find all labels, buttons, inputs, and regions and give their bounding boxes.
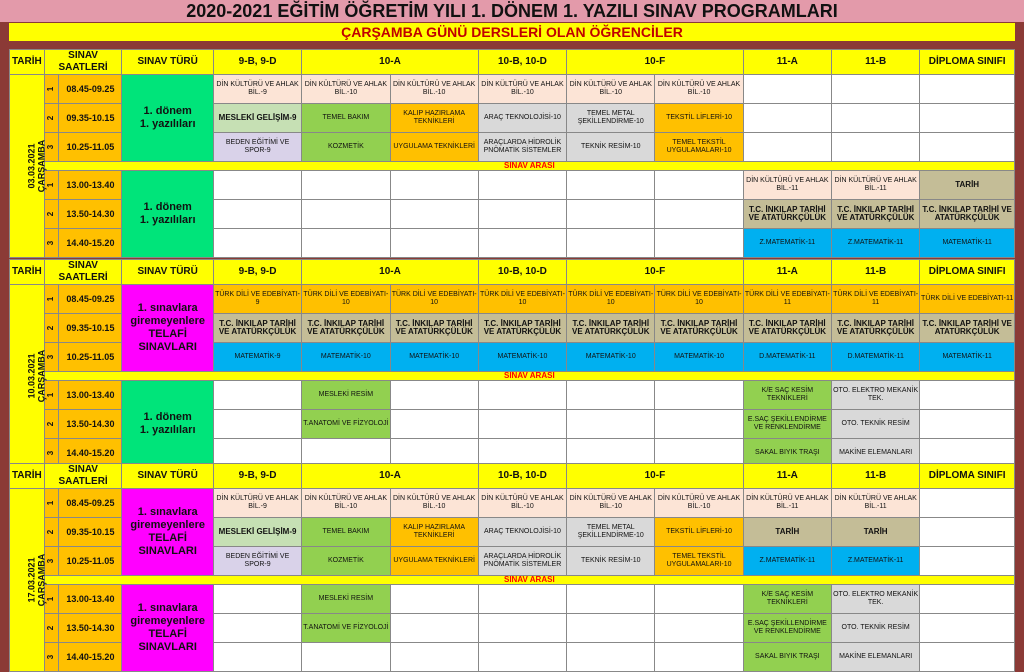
exam-cell: T.ANATOMİ VE FİZYOLOJİ (302, 410, 390, 439)
exam-cell: TARİH (743, 518, 831, 547)
column-header: 9-B, 9-D (213, 260, 301, 285)
column-header: 10-F (567, 260, 744, 285)
exam-cell (743, 104, 831, 133)
exam-cell (213, 381, 301, 410)
exam-cell: DİN KÜLTÜRÜ VE AHLAK BİL.-10 (390, 75, 478, 104)
period-number: 2 (44, 518, 59, 547)
column-header: SINAV SAATLERİ (44, 50, 122, 75)
exam-cell: MATEMATİK-11 (920, 343, 1015, 372)
exam-cell (390, 171, 478, 200)
time-slot: 13.00-13.40 (59, 381, 122, 410)
exam-cell: DİN KÜLTÜRÜ VE AHLAK BİL.-11 (832, 171, 920, 200)
time-slot: 13.50-14.30 (59, 200, 122, 229)
exam-cell (920, 410, 1015, 439)
exam-cell (390, 229, 478, 258)
period-number: 2 (44, 410, 59, 439)
exam-cell: DİN KÜLTÜRÜ VE AHLAK BİL.-10 (302, 75, 390, 104)
time-slot: 09.35-10.15 (59, 518, 122, 547)
period-number: 1 (44, 381, 59, 410)
exam-cell: Z.MATEMATİK-11 (743, 229, 831, 258)
exam-cell: DİN KÜLTÜRÜ VE AHLAK BİL.-11 (832, 489, 920, 518)
exam-cell (655, 614, 743, 643)
exam-cell (390, 614, 478, 643)
exam-cell (478, 585, 566, 614)
exam-cell (832, 133, 920, 162)
day-value: ÇARŞAMBA (36, 553, 47, 606)
time-slot: 10.25-11.05 (59, 547, 122, 576)
time-slot: 13.50-14.30 (59, 614, 122, 643)
exam-cell: TÜRK DİLİ VE EDEBİYATI-11 (832, 285, 920, 314)
period-number: 1 (44, 585, 59, 614)
time-slot: 14.40-15.20 (59, 229, 122, 258)
exam-cell: ARAÇLARDA HİDROLİK PNÖMATİK SİSTEMLER (478, 547, 566, 576)
exam-type: 1. dönem 1. yazılıları (122, 171, 213, 258)
exam-cell (920, 614, 1015, 643)
date-value: 03.03.2021 (26, 142, 37, 189)
exam-type: 1. sınavlara giremeyenlere TELAFİ SINAVLARI (122, 489, 213, 576)
exam-cell: TEMEL BAKIM (302, 518, 390, 547)
exam-cell: KOZMETİK (302, 547, 390, 576)
exam-cell: Z.MATEMATİK-11 (743, 547, 831, 576)
period-number: 1 (44, 75, 59, 104)
exam-cell: TÜRK DİLİ VE EDEBİYATI-11 (743, 285, 831, 314)
page-subtitle: ÇARŞAMBA GÜNÜ DERSLERİ OLAN ÖĞRENCİLER (9, 23, 1015, 41)
time-slot: 09.35-10.15 (59, 314, 122, 343)
exam-cell: T.C. İNKILAP TARİHİ VE ATATÜRKÇÜLÜK (302, 314, 390, 343)
exam-cell: MATEMATİK-10 (567, 343, 655, 372)
exam-cell: MESLEKİ GELİŞİM-9 (213, 104, 301, 133)
period-number: 3 (44, 229, 59, 258)
exam-cell: K/E SAÇ KESİM TEKNİKLERİ (743, 585, 831, 614)
column-header: 9-B, 9-D (213, 464, 301, 489)
column-header: 10-F (567, 50, 744, 75)
exam-cell (213, 614, 301, 643)
exam-cell (567, 200, 655, 229)
column-header: SINAV SAATLERİ (44, 260, 122, 285)
exam-cell (302, 643, 390, 672)
date-cell (10, 489, 45, 672)
exam-cell (920, 133, 1015, 162)
exam-cell: MESLEKİ RESİM (302, 585, 390, 614)
exam-cell (478, 171, 566, 200)
header-row (10, 50, 1015, 75)
column-header: 11-B (832, 464, 920, 489)
break-label: SINAV ARASI (44, 162, 1014, 171)
exam-cell (920, 104, 1015, 133)
exam-cell: T.C. İNKILAP TARİHİ VE ATATÜRKÇÜLÜK (920, 200, 1015, 229)
exam-cell: T.C. İNKILAP TARİHİ VE ATATÜRKÇÜLÜK (832, 314, 920, 343)
table-row (10, 585, 1015, 614)
period-number: 1 (44, 285, 59, 314)
exam-cell: BEDEN EĞİTİMİ VE SPOR-9 (213, 133, 301, 162)
break-row (10, 576, 1015, 585)
exam-cell: MATEMATİK-9 (213, 343, 301, 372)
break-label: SINAV ARASI (44, 372, 1014, 381)
period-number: 2 (44, 314, 59, 343)
exam-cell: MESLEKİ GELİŞİM-9 (213, 518, 301, 547)
column-header: DİPLOMA SINIFI (920, 464, 1015, 489)
exam-cell: ARAÇLARDA HİDROLİK PNÖMATİK SİSTEMLER (478, 133, 566, 162)
column-header: 11-A (743, 464, 831, 489)
column-header: SINAV TÜRÜ (122, 260, 213, 285)
exam-cell (743, 133, 831, 162)
day-value: ÇARŞAMBA (36, 139, 47, 192)
column-header: 10-A (302, 260, 479, 285)
exam-cell: T.C. İNKILAP TARİHİ VE ATATÜRKÇÜLÜK (743, 200, 831, 229)
exam-cell (567, 381, 655, 410)
exam-cell (655, 643, 743, 672)
time-slot: 10.25-11.05 (59, 133, 122, 162)
column-header: TARİH (10, 260, 45, 285)
date-value: 10.03.2021 (26, 352, 37, 399)
exam-cell: T.C. İNKILAP TARİHİ VE ATATÜRKÇÜLÜK (213, 314, 301, 343)
break-row (10, 162, 1015, 171)
time-slot: 08.45-09.25 (59, 75, 122, 104)
exam-cell: MATEMATİK-10 (390, 343, 478, 372)
exam-cell: TÜRK DİLİ VE EDEBİYATI-9 (213, 285, 301, 314)
exam-cell: MESLEKİ RESİM (302, 381, 390, 410)
exam-cell (655, 585, 743, 614)
exam-cell: D.MATEMATİK-11 (832, 343, 920, 372)
exam-cell (213, 171, 301, 200)
break-label: SINAV ARASI (44, 576, 1014, 585)
exam-cell: TÜRK DİLİ VE EDEBİYATI-10 (478, 285, 566, 314)
exam-cell: MATEMATİK-10 (655, 343, 743, 372)
exam-cell (832, 75, 920, 104)
exam-cell (213, 229, 301, 258)
time-slot: 14.40-15.20 (59, 643, 122, 672)
exam-cell: DİN KÜLTÜRÜ VE AHLAK BİL.-10 (478, 75, 566, 104)
period-number: 2 (44, 104, 59, 133)
time-slot: 14.40-15.20 (59, 439, 122, 468)
exam-cell: UYGULAMA TEKNİKLERİ (390, 547, 478, 576)
exam-cell (567, 585, 655, 614)
header-row (10, 464, 1015, 489)
schedule-block-2 (9, 259, 1015, 458)
date-value: 17.03.2021 (26, 556, 37, 603)
exam-cell (920, 381, 1015, 410)
table-row (10, 171, 1015, 200)
exam-cell: DİN KÜLTÜRÜ VE AHLAK BİL.-9 (213, 489, 301, 518)
exam-cell: T.ANATOMİ VE FİZYOLOJİ (302, 614, 390, 643)
date-label (26, 349, 46, 402)
exam-cell: TEKNİK RESİM-10 (567, 133, 655, 162)
exam-cell (567, 410, 655, 439)
date-label (26, 553, 46, 606)
period-number: 3 (44, 643, 59, 672)
exam-cell (567, 643, 655, 672)
exam-cell (567, 229, 655, 258)
column-header: 10-F (567, 464, 744, 489)
exam-cell (302, 229, 390, 258)
period-number: 3 (44, 343, 59, 372)
exam-cell (478, 614, 566, 643)
exam-cell: DİN KÜLTÜRÜ VE AHLAK BİL.-10 (390, 489, 478, 518)
exam-cell: Z.MATEMATİK-11 (832, 547, 920, 576)
exam-cell (213, 643, 301, 672)
exam-cell (832, 104, 920, 133)
exam-cell (478, 381, 566, 410)
break-row (10, 372, 1015, 381)
exam-cell: TARİH (920, 171, 1015, 200)
period-number: 3 (44, 547, 59, 576)
exam-cell (213, 585, 301, 614)
exam-cell: DİN KÜLTÜRÜ VE AHLAK BİL.-10 (478, 489, 566, 518)
exam-cell: TÜRK DİLİ VE EDEBİYATI-10 (390, 285, 478, 314)
exam-cell: DİN KÜLTÜRÜ VE AHLAK BİL.-9 (213, 75, 301, 104)
exam-cell (390, 585, 478, 614)
exam-cell: E.SAÇ ŞEKİLLENDİRME VE RENKLENDİRME (743, 410, 831, 439)
exam-cell: T.C. İNKILAP TARİHİ VE ATATÜRKÇÜLÜK (390, 314, 478, 343)
day-value: ÇARŞAMBA (36, 349, 47, 402)
exam-cell (920, 75, 1015, 104)
exam-cell: Z.MATEMATİK-11 (832, 229, 920, 258)
exam-cell (390, 643, 478, 672)
exam-cell (478, 229, 566, 258)
table-row (10, 75, 1015, 104)
exam-cell: TEMEL TEKSTİL UYGULAMALARI-10 (655, 133, 743, 162)
time-slot: 13.00-13.40 (59, 171, 122, 200)
period-number: 2 (44, 614, 59, 643)
schedule-table (9, 259, 1015, 468)
column-header: 11-B (832, 260, 920, 285)
exam-cell: DİN KÜLTÜRÜ VE AHLAK BİL.-10 (567, 75, 655, 104)
exam-cell (567, 614, 655, 643)
exam-cell: D.MATEMATİK-11 (743, 343, 831, 372)
exam-cell: MAKİNE ELEMANLARI (832, 643, 920, 672)
exam-cell: TÜRK DİLİ VE EDEBİYATI-11 (920, 285, 1015, 314)
exam-cell: SAKAL BIYIK TRAŞI (743, 439, 831, 468)
exam-type: 1. dönem 1. yazılıları (122, 381, 213, 468)
exam-cell: TEMEL BAKIM (302, 104, 390, 133)
exam-cell: TEKSTİL LİFLERİ-10 (655, 518, 743, 547)
period-number: 2 (44, 200, 59, 229)
time-slot: 13.50-14.30 (59, 410, 122, 439)
time-slot: 10.25-11.05 (59, 343, 122, 372)
column-header: SINAV SAATLERİ (44, 464, 122, 489)
exam-cell (920, 489, 1015, 518)
exam-cell: KALIP HAZIRLAMA TEKNİKLERİ (390, 104, 478, 133)
exam-cell: T.C. İNKILAP TARİHİ VE ATATÜRKÇÜLÜK (832, 200, 920, 229)
column-header: 9-B, 9-D (213, 50, 301, 75)
exam-cell: ARAÇ TEKNOLOJİSİ-10 (478, 518, 566, 547)
exam-cell: OTO. TEKNİK RESİM (832, 614, 920, 643)
exam-cell: DİN KÜLTÜRÜ VE AHLAK BİL.-10 (302, 489, 390, 518)
time-slot: 08.45-09.25 (59, 489, 122, 518)
table-row (10, 489, 1015, 518)
exam-cell (302, 200, 390, 229)
column-header: 11-B (832, 50, 920, 75)
exam-cell (920, 643, 1015, 672)
exam-cell: TEKSTİL LİFLERİ-10 (655, 104, 743, 133)
exam-cell: DİN KÜLTÜRÜ VE AHLAK BİL.-11 (743, 489, 831, 518)
table-row (10, 285, 1015, 314)
schedule-table (9, 49, 1015, 258)
exam-cell: E.SAÇ ŞEKİLLENDİRME VE RENKLENDİRME (743, 614, 831, 643)
exam-cell: UYGULAMA TEKNİKLERİ (390, 133, 478, 162)
exam-cell: T.C. İNKILAP TARİHİ VE ATATÜRKÇÜLÜK (478, 314, 566, 343)
exam-cell (655, 410, 743, 439)
column-header: 10-B, 10-D (478, 260, 566, 285)
time-slot: 13.00-13.40 (59, 585, 122, 614)
column-header: 10-A (302, 50, 479, 75)
exam-cell (390, 410, 478, 439)
column-header: TARİH (10, 464, 45, 489)
column-header: 10-B, 10-D (478, 50, 566, 75)
exam-cell (920, 518, 1015, 547)
exam-cell: TÜRK DİLİ VE EDEBİYATI-10 (655, 285, 743, 314)
column-header: SINAV TÜRÜ (122, 464, 213, 489)
exam-cell: KALIP HAZIRLAMA TEKNİKLERİ (390, 518, 478, 547)
date-cell (10, 285, 45, 468)
exam-cell: MATEMATİK-10 (302, 343, 390, 372)
exam-cell: TARİH (832, 518, 920, 547)
exam-cell: DİN KÜLTÜRÜ VE AHLAK BİL.-10 (655, 75, 743, 104)
exam-cell: TEKNİK RESİM-10 (567, 547, 655, 576)
period-number: 3 (44, 133, 59, 162)
column-header: 11-A (743, 260, 831, 285)
exam-cell (655, 381, 743, 410)
header-row (10, 260, 1015, 285)
date-cell (10, 75, 45, 258)
column-header: DİPLOMA SINIFI (920, 50, 1015, 75)
exam-cell (920, 585, 1015, 614)
column-header: TARİH (10, 50, 45, 75)
exam-cell (390, 200, 478, 229)
exam-cell: TEMEL TEKSTİL UYGULAMALARI-10 (655, 547, 743, 576)
exam-cell: ARAÇ TEKNOLOJİSİ-10 (478, 104, 566, 133)
exam-cell: DİN KÜLTÜRÜ VE AHLAK BİL.-10 (655, 489, 743, 518)
schedule-table (9, 463, 1015, 672)
exam-cell: MAKİNE ELEMANLARI (832, 439, 920, 468)
column-header: 10-B, 10-D (478, 464, 566, 489)
exam-cell: OTO. TEKNİK RESİM (832, 410, 920, 439)
exam-type: 1. sınavlara giremeyenlere TELAFİ SINAVLARI (122, 285, 213, 372)
exam-cell (655, 229, 743, 258)
exam-cell (743, 75, 831, 104)
schedule-block-1 (9, 49, 1015, 248)
exam-type: 1. dönem 1. yazılıları (122, 75, 213, 162)
exam-cell: TÜRK DİLİ VE EDEBİYATI-10 (567, 285, 655, 314)
exam-cell: MATEMATİK-11 (920, 229, 1015, 258)
exam-cell (920, 547, 1015, 576)
period-number: 1 (44, 171, 59, 200)
page-title: 2020-2021 EĞİTİM ÖĞRETİM YILI 1. DÖNEM 1. YAZILI SINAV PROGRAMLARI (0, 0, 1024, 22)
column-header: DİPLOMA SINIFI (920, 260, 1015, 285)
exam-cell: TEMEL METAL ŞEKİLLENDİRME-10 (567, 518, 655, 547)
schedule-block-3 (9, 463, 1015, 662)
exam-cell: DİN KÜLTÜRÜ VE AHLAK BİL.-10 (567, 489, 655, 518)
exam-cell (655, 171, 743, 200)
time-slot: 09.35-10.15 (59, 104, 122, 133)
exam-cell: BEDEN EĞİTİMİ VE SPOR-9 (213, 547, 301, 576)
column-header: SINAV TÜRÜ (122, 50, 213, 75)
exam-cell (213, 200, 301, 229)
exam-cell: T.C. İNKILAP TARİHİ VE ATATÜRKÇÜLÜK (920, 314, 1015, 343)
date-label (26, 139, 46, 192)
exam-cell (567, 171, 655, 200)
exam-cell (390, 381, 478, 410)
exam-cell (213, 410, 301, 439)
exam-cell: MATEMATİK-10 (478, 343, 566, 372)
period-number: 3 (44, 439, 59, 468)
exam-cell: KOZMETİK (302, 133, 390, 162)
exam-type: 1. sınavlara giremeyenlere TELAFİ SINAVLARI (122, 585, 213, 672)
exam-cell: OTO. ELEKTRO MEKANİK TEK. (832, 381, 920, 410)
exam-cell: T.C. İNKILAP TARİHİ VE ATATÜRKÇÜLÜK (743, 314, 831, 343)
exam-cell (655, 200, 743, 229)
exam-cell (478, 200, 566, 229)
column-header: 11-A (743, 50, 831, 75)
exam-cell (478, 410, 566, 439)
exam-cell (478, 643, 566, 672)
exam-cell: OTO. ELEKTRO MEKANİK TEK. (832, 585, 920, 614)
exam-cell: TEMEL METAL ŞEKİLLENDİRME-10 (567, 104, 655, 133)
exam-cell: T.C. İNKILAP TARİHİ VE ATATÜRKÇÜLÜK (655, 314, 743, 343)
exam-cell: TÜRK DİLİ VE EDEBİYATI-10 (302, 285, 390, 314)
exam-cell: T.C. İNKILAP TARİHİ VE ATATÜRKÇÜLÜK (567, 314, 655, 343)
exam-cell (302, 171, 390, 200)
exam-cell: DİN KÜLTÜRÜ VE AHLAK BİL.-11 (743, 171, 831, 200)
table-row (10, 381, 1015, 410)
exam-cell: SAKAL BIYIK TRAŞI (743, 643, 831, 672)
period-number: 1 (44, 489, 59, 518)
time-slot: 08.45-09.25 (59, 285, 122, 314)
exam-cell: K/E SAÇ KESİM TEKNİKLERİ (743, 381, 831, 410)
column-header: 10-A (302, 464, 479, 489)
